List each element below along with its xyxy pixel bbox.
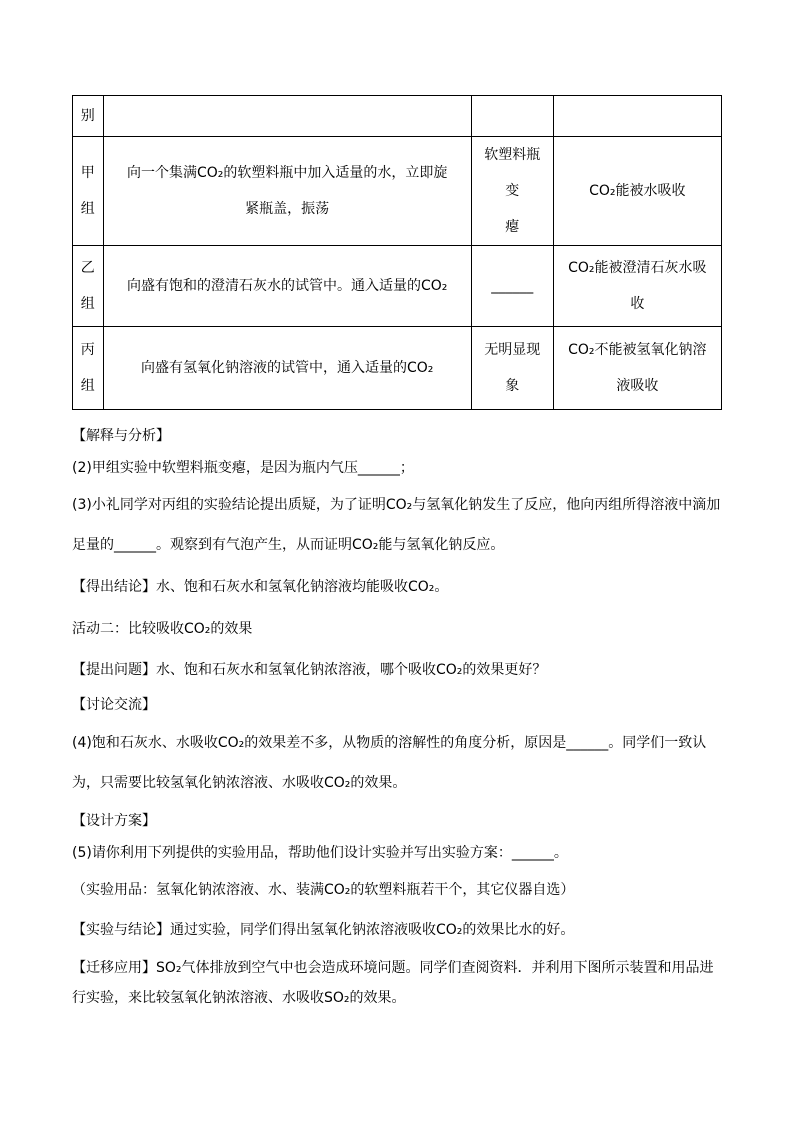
step-cell: 向一个集满CO₂的软塑料瓶中加入适量的水，立即旋 紧瓶盖，振荡 xyxy=(103,137,471,246)
group-cell: 丙 组 xyxy=(73,327,104,410)
section-heading: 【解释与分析】 xyxy=(72,428,170,444)
table-row xyxy=(73,246,722,327)
question-line: 行实验，来比较氢氧化钠浓溶液、水吸收SO₂的效果。 xyxy=(72,990,406,1006)
section-heading: 【提出问题】水、饱和石灰水和氢氧化钠浓溶液，哪个吸收CO₂的效果更好？ xyxy=(72,662,547,678)
phenomenon-cell: 无明显现象 xyxy=(471,327,553,410)
section-heading: 活动二：比较吸收CO₂的效果 xyxy=(72,621,253,637)
question-line: (5)请你利用下列提供的实验用品，帮助他们设计实验并写出实验方案：______。 xyxy=(72,845,568,861)
table-row xyxy=(73,327,722,410)
section-heading: 【得出结论】水、饱和石灰水和氢氧化钠溶液均能吸收CO₂。 xyxy=(72,579,449,595)
conclusion-cell: CO₂能被澄清石灰水吸 收 xyxy=(553,246,721,327)
section-heading: 【迁移应用】SO₂气体排放到空气中也会造成环境问题。同学们查阅资料．并利用下图所示装置和用品进 xyxy=(72,960,714,976)
table-header-row xyxy=(73,96,722,137)
question-line: (3)小礼同学对丙组的实验结论提出质疑，为了证明CO₂与氢氧化钠发生了反应，他向丙组所得溶液中滴加 xyxy=(72,497,721,513)
section-heading: 【设计方案】 xyxy=(72,813,156,829)
group-cell: 乙 组 xyxy=(73,246,104,327)
question-line: 为，只需要比较氢氧化钠浓溶液、水吸收CO₂的效果。 xyxy=(72,775,407,791)
section-heading: 【讨论交流】 xyxy=(72,697,156,713)
section-heading: 【实验与结论】通过实验，同学们得出氢氧化钠浓溶液吸收CO₂的效果比水的好。 xyxy=(72,922,575,938)
phenomenon-cell: ______ xyxy=(471,246,553,327)
question-line: 足量的______。观察到有气泡产生，从而证明CO₂能与氢氧化钠反应。 xyxy=(72,537,505,553)
group-cell: 甲 组 xyxy=(73,137,104,246)
header-phenomenon-cell xyxy=(471,96,553,137)
experiment-table xyxy=(72,95,722,410)
table-row xyxy=(73,137,722,246)
phenomenon-cell: 软塑料瓶变 瘪 xyxy=(471,137,553,246)
question-line: (4)饱和石灰水、水吸收CO₂的效果差不多，从物质的溶解性的角度分析，原因是______。同学们一致认 xyxy=(72,735,707,751)
header-conclusion-cell xyxy=(553,96,721,137)
question-line: (2)甲组实验中软塑料瓶变瘪，是因为瓶内气压______； xyxy=(72,460,414,476)
header-step-cell xyxy=(103,96,471,137)
conclusion-cell: CO₂能被水吸收 xyxy=(553,137,721,246)
conclusion-cell: CO₂不能被氢氧化钠溶 液吸收 xyxy=(553,327,721,410)
header-group-cell: 别 xyxy=(73,96,104,137)
step-cell: 向盛有饱和的澄清石灰水的试管中。通入适量的CO₂ xyxy=(103,246,471,327)
note-line: （实验用品：氢氧化钠浓溶液、水、装满CO₂的软塑料瓶若干个，其它仪器自选） xyxy=(72,882,575,898)
step-cell: 向盛有氢氧化钠溶液的试管中，通入适量的CO₂ xyxy=(103,327,471,410)
